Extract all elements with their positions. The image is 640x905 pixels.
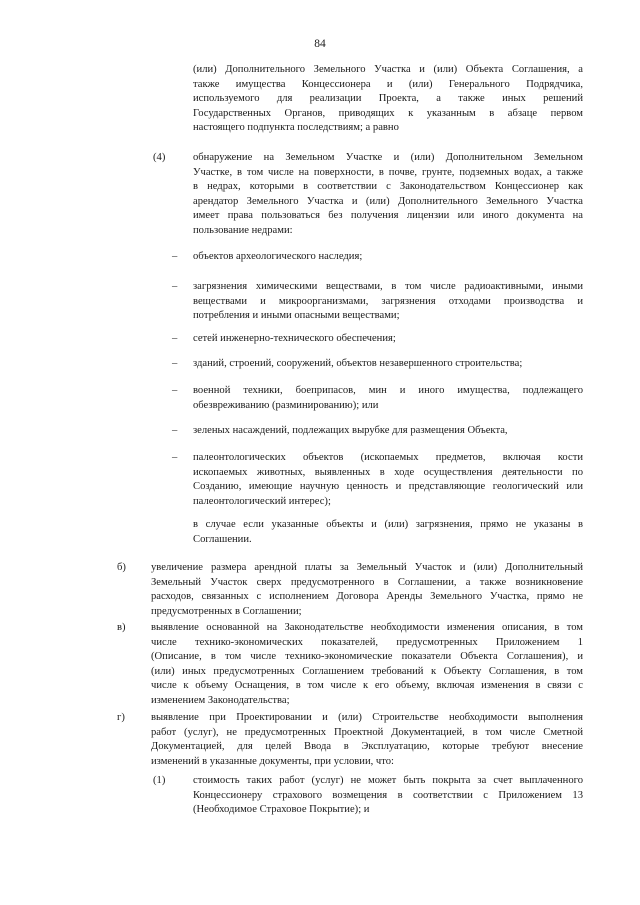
paragraph-line: Земельный Участок сверх предусмотренного в Соглашении, а также возникновение [151, 576, 583, 588]
dash-item [193, 280, 583, 324]
item-4-text [193, 151, 583, 239]
paragraph-line: выявление при Проектировании и (или) Строительстве необходимости выполнения [151, 712, 583, 723]
dash-marker: – [172, 281, 178, 292]
item-b-text [151, 561, 583, 619]
dash-marker: – [172, 251, 178, 262]
item-g-marker: г) [117, 712, 125, 723]
paragraph-line: Соглашении. [193, 533, 252, 545]
paragraph-line: (Необходимое Страховое Покрытие); и [193, 804, 370, 816]
paragraph-line: числе технико-экономических показателей, предусмотренных Приложением 1 [151, 636, 583, 648]
item-b-marker: б) [117, 562, 126, 573]
paragraph-line: сетей инженерно-технического обеспечения; [193, 333, 396, 344]
item-g1-marker: (1) [153, 775, 166, 786]
paragraph-line: веществами и микроорганизмами, загрязнения отходами производства и [193, 295, 583, 307]
paragraph-line: (или) Дополнительного Земельного Участка и (или) Объекта Соглашения, а [193, 64, 583, 75]
item-g1-text [193, 774, 583, 818]
closing-paragraph [193, 518, 583, 547]
dash-marker: – [172, 358, 178, 369]
paragraph-line: объектов археологического наследия; [193, 251, 363, 262]
paragraph-line: также имущества Концессионера и (или) Генерального Подрядчика, [193, 78, 583, 90]
paragraph-line: расходов, связанных с исполнением Договора Аренды Земельного Участка, прямо не [151, 591, 583, 603]
paragraph-line: Государственных Органов, приводящих к указанным в абзаце первом [193, 107, 583, 119]
paragraph-line: работ (услуг), не предусмотренных Проектной Документацией, в том числе Сметной [151, 726, 583, 738]
dash-marker: – [172, 333, 178, 344]
dash-marker: – [172, 385, 178, 396]
paragraph-line: используемого для реализации Проекта, а также иных решений [193, 93, 583, 105]
paragraph-line: Участке, в том числе на поверхности, в почве, грунте, подземных водах, а также [193, 166, 583, 178]
paragraph-line: зеленых насаждений, подлежащих вырубке для размещения Объекта, [193, 425, 508, 436]
paragraph-line: (или) иных предусмотренных Соглашением требований к Объекту Соглашения, в том [151, 665, 583, 677]
paragraph-line: предусмотренных в Соглашении; [151, 605, 302, 617]
paragraph-line: палеонтологических объектов (ископаемых предметов, включая кости [193, 452, 583, 463]
dash-marker: – [172, 452, 178, 463]
paragraph-line: выявление основанной на Законодательстве необходимости изменения описания, в том [151, 622, 583, 633]
paragraph-line: Документацией, для целей Ввода в Эксплуатацию, которые требуют внесение [151, 741, 583, 753]
paragraph-line: изменений в указанные документы, при условии, что: [151, 755, 394, 767]
page-number: 84 [314, 38, 326, 50]
item-g-text [151, 711, 583, 769]
paragraph-line: зданий, строений, сооружений, объектов незавершенного строительства; [193, 358, 523, 369]
paragraph-line: ископаемых животных, выявленных в ходе осуществления деятельности по [193, 466, 583, 478]
item-v-text [151, 621, 583, 709]
paragraph-line: пользование недрами: [193, 224, 293, 236]
paragraph-line: палеонтологический интерес); [193, 495, 331, 507]
paragraph-line: числе к объему Оснащения, в том числе к его объему, включая изменения в связи с [151, 680, 583, 692]
intro-paragraph [193, 63, 583, 136]
dash-item [193, 332, 583, 347]
paragraph-line: изменением Законодательства; [151, 694, 290, 706]
item-v-marker: в) [117, 622, 126, 633]
paragraph-line: увеличение размера арендной платы за Земельный Участок и (или) Дополнительный [151, 562, 583, 573]
paragraph-line: (Описание, в том числе технико-экономические показатели Объекта Соглашения), и [151, 651, 583, 663]
paragraph-line: потребления и иными опасными веществами; [193, 310, 400, 322]
dash-item [193, 451, 583, 509]
paragraph-line: в недрах, которыми в соответствии с Законодательством Концессионер как [193, 181, 583, 193]
dash-item [193, 250, 583, 265]
item-4-marker: (4) [153, 152, 166, 163]
paragraph-line: военной техники, боеприпасов, мин и иного имущества, подлежащего [193, 385, 583, 396]
paragraph-line: в случае если указанные объекты и (или) загрязнения, прямо не указаны в [193, 519, 583, 530]
paragraph-line: имеет права пользоваться без получения лицензии или иного документа на [193, 210, 583, 222]
dash-item [193, 357, 583, 372]
dash-item [193, 424, 583, 439]
paragraph-line: Концессионеру страхового возмещения в соответствии с Приложением 13 [193, 789, 583, 801]
dash-marker: – [172, 425, 178, 436]
dash-item [193, 384, 583, 413]
paragraph-line: арендатор Земельного Участка и (или) Дополнительного Земельного Участка [193, 195, 583, 207]
paragraph-line: загрязнения химическими веществами, в том числе радиоактивными, иными [193, 281, 583, 292]
paragraph-line: стоимость таких работ (услуг) не может быть покрыта за счет выплаченного [193, 775, 583, 786]
paragraph-line: обнаружение на Земельном Участке и (или) Дополнительном Земельном [193, 152, 583, 163]
paragraph-line: обезвреживанию (разминированию); или [193, 399, 379, 411]
paragraph-line: настоящего подпункта последствиям; а равно [193, 122, 399, 134]
paragraph-line: Созданию, имеющие научную ценность и представляющие геологический или [193, 481, 583, 493]
